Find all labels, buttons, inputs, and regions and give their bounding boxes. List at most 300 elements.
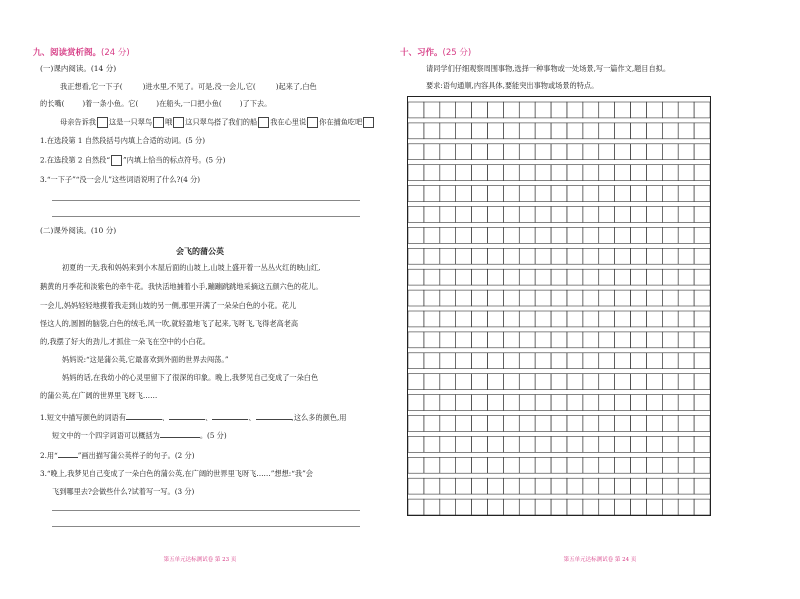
grid-cell[interactable] (615, 123, 631, 139)
grid-cell[interactable] (615, 165, 631, 181)
grid-cell[interactable] (424, 395, 440, 411)
grid-cell[interactable] (678, 123, 694, 139)
grid-cell[interactable] (583, 478, 599, 494)
grid-cell[interactable] (535, 165, 551, 181)
grid-cell[interactable] (567, 102, 583, 118)
grid-cell[interactable] (472, 165, 488, 181)
grid-cell[interactable] (535, 311, 551, 327)
grid-cell[interactable] (678, 207, 694, 223)
grid-cell[interactable] (472, 457, 488, 473)
grid-cell[interactable] (487, 436, 503, 452)
grid-cell[interactable] (440, 499, 456, 515)
grid-cell[interactable] (567, 457, 583, 473)
grid-cell[interactable] (599, 248, 615, 264)
answer-blank[interactable] (169, 419, 205, 420)
grid-cell[interactable] (615, 102, 631, 118)
grid-cell[interactable] (694, 248, 710, 264)
grid-cell[interactable] (631, 207, 647, 223)
grid-cell[interactable] (662, 144, 678, 160)
grid-cell[interactable] (646, 499, 662, 515)
grid-cell[interactable] (694, 227, 710, 243)
grid-cell[interactable] (599, 353, 615, 369)
grid-cell[interactable] (551, 269, 567, 285)
grid-cell[interactable] (472, 374, 488, 390)
grid-cell[interactable] (487, 269, 503, 285)
grid-cell[interactable] (583, 227, 599, 243)
grid-cell[interactable] (599, 499, 615, 515)
grid-cell[interactable] (535, 436, 551, 452)
grid-cell[interactable] (599, 374, 615, 390)
grid-cell[interactable] (456, 165, 472, 181)
grid-cell[interactable] (678, 478, 694, 494)
grid-cell[interactable] (662, 374, 678, 390)
grid-cell[interactable] (503, 457, 519, 473)
grid-cell[interactable] (567, 227, 583, 243)
grid-cell[interactable] (551, 311, 567, 327)
grid-cell[interactable] (487, 374, 503, 390)
grid-cell[interactable] (615, 227, 631, 243)
grid-cell[interactable] (662, 102, 678, 118)
grid-cell[interactable] (519, 457, 535, 473)
grid-cell[interactable] (662, 457, 678, 473)
grid-cell[interactable] (551, 478, 567, 494)
answer-blank[interactable] (126, 419, 162, 420)
grid-cell[interactable] (535, 123, 551, 139)
grid-cell[interactable] (599, 311, 615, 327)
grid-cell[interactable] (408, 499, 424, 515)
grid-cell[interactable] (535, 290, 551, 306)
grid-cell[interactable] (519, 374, 535, 390)
grid-cell[interactable] (440, 311, 456, 327)
grid-cell[interactable] (472, 227, 488, 243)
grid-cell[interactable] (535, 332, 551, 348)
grid-cell[interactable] (646, 123, 662, 139)
grid-cell[interactable] (424, 227, 440, 243)
grid-cell[interactable] (519, 478, 535, 494)
grid-cell[interactable] (567, 353, 583, 369)
grid-cell[interactable] (487, 353, 503, 369)
grid-cell[interactable] (440, 353, 456, 369)
grid-cell[interactable] (662, 353, 678, 369)
grid-cell[interactable] (678, 269, 694, 285)
grid-cell[interactable] (631, 248, 647, 264)
grid-cell[interactable] (503, 144, 519, 160)
grid-cell[interactable] (615, 207, 631, 223)
grid-cell[interactable] (646, 353, 662, 369)
grid-cell[interactable] (456, 144, 472, 160)
grid-cell[interactable] (583, 374, 599, 390)
grid-cell[interactable] (662, 499, 678, 515)
grid-cell[interactable] (646, 227, 662, 243)
grid-cell[interactable] (440, 248, 456, 264)
grid-cell[interactable] (535, 499, 551, 515)
grid-cell[interactable] (487, 248, 503, 264)
grid-cell[interactable] (631, 395, 647, 411)
grid-cell[interactable] (456, 332, 472, 348)
grid-cell[interactable] (551, 186, 567, 202)
grid-cell[interactable] (408, 144, 424, 160)
grid-cell[interactable] (487, 311, 503, 327)
grid-cell[interactable] (440, 478, 456, 494)
grid-cell[interactable] (599, 269, 615, 285)
grid-cell[interactable] (678, 436, 694, 452)
grid-cell[interactable] (583, 311, 599, 327)
grid-cell[interactable] (519, 436, 535, 452)
punctuation-box[interactable] (173, 117, 184, 128)
grid-cell[interactable] (631, 457, 647, 473)
grid-cell[interactable] (408, 436, 424, 452)
grid-cell[interactable] (503, 353, 519, 369)
grid-cell[interactable] (408, 123, 424, 139)
grid-cell[interactable] (519, 123, 535, 139)
grid-cell[interactable] (662, 165, 678, 181)
grid-cell[interactable] (487, 144, 503, 160)
grid-cell[interactable] (519, 499, 535, 515)
grid-cell[interactable] (424, 207, 440, 223)
grid-cell[interactable] (694, 353, 710, 369)
grid-cell[interactable] (456, 353, 472, 369)
grid-cell[interactable] (440, 227, 456, 243)
grid-cell[interactable] (440, 207, 456, 223)
grid-cell[interactable] (678, 102, 694, 118)
grid-cell[interactable] (472, 207, 488, 223)
answer-blank[interactable] (160, 437, 200, 438)
grid-cell[interactable] (694, 395, 710, 411)
grid-cell[interactable] (519, 186, 535, 202)
grid-cell[interactable] (408, 395, 424, 411)
grid-cell[interactable] (678, 290, 694, 306)
grid-cell[interactable] (646, 416, 662, 432)
grid-cell[interactable] (631, 165, 647, 181)
grid-cell[interactable] (694, 478, 710, 494)
grid-cell[interactable] (615, 416, 631, 432)
grid-cell[interactable] (535, 186, 551, 202)
punctuation-box[interactable] (363, 117, 374, 128)
grid-cell[interactable] (599, 457, 615, 473)
grid-cell[interactable] (631, 416, 647, 432)
grid-cell[interactable] (551, 353, 567, 369)
grid-cell[interactable] (487, 395, 503, 411)
grid-cell[interactable] (487, 457, 503, 473)
grid-cell[interactable] (567, 144, 583, 160)
grid-cell[interactable] (567, 311, 583, 327)
grid-cell[interactable] (456, 269, 472, 285)
grid-cell[interactable] (583, 436, 599, 452)
grid-cell[interactable] (456, 395, 472, 411)
grid-cell[interactable] (503, 332, 519, 348)
grid-cell[interactable] (408, 186, 424, 202)
grid-cell[interactable] (631, 311, 647, 327)
grid-cell[interactable] (631, 436, 647, 452)
grid-cell[interactable] (615, 311, 631, 327)
grid-cell[interactable] (694, 102, 710, 118)
grid-cell[interactable] (472, 436, 488, 452)
grid-cell[interactable] (583, 102, 599, 118)
grid-cell[interactable] (694, 269, 710, 285)
grid-cell[interactable] (567, 499, 583, 515)
grid-cell[interactable] (631, 102, 647, 118)
grid-cell[interactable] (631, 332, 647, 348)
grid-cell[interactable] (456, 248, 472, 264)
grid-cell[interactable] (567, 436, 583, 452)
punctuation-box[interactable] (307, 117, 318, 128)
grid-cell[interactable] (583, 123, 599, 139)
grid-cell[interactable] (662, 395, 678, 411)
grid-cell[interactable] (567, 395, 583, 411)
grid-cell[interactable] (408, 416, 424, 432)
grid-cell[interactable] (678, 227, 694, 243)
grid-cell[interactable] (694, 123, 710, 139)
grid-cell[interactable] (551, 395, 567, 411)
grid-cell[interactable] (456, 102, 472, 118)
grid-cell[interactable] (646, 457, 662, 473)
grid-cell[interactable] (503, 416, 519, 432)
grid-cell[interactable] (551, 436, 567, 452)
grid-cell[interactable] (487, 165, 503, 181)
grid-cell[interactable] (551, 290, 567, 306)
grid-cell[interactable] (678, 499, 694, 515)
grid-cell[interactable] (487, 227, 503, 243)
grid-cell[interactable] (487, 102, 503, 118)
grid-cell[interactable] (424, 353, 440, 369)
grid-cell[interactable] (567, 269, 583, 285)
grid-cell[interactable] (678, 457, 694, 473)
grid-cell[interactable] (535, 269, 551, 285)
grid-cell[interactable] (678, 165, 694, 181)
grid-cell[interactable] (519, 332, 535, 348)
grid-cell[interactable] (662, 227, 678, 243)
grid-cell[interactable] (424, 123, 440, 139)
grid-cell[interactable] (440, 165, 456, 181)
grid-cell[interactable] (440, 269, 456, 285)
grid-cell[interactable] (583, 186, 599, 202)
essay-grid-cells[interactable] (408, 97, 710, 515)
grid-cell[interactable] (519, 227, 535, 243)
grid-cell[interactable] (599, 416, 615, 432)
grid-cell[interactable] (599, 123, 615, 139)
grid-cell[interactable] (440, 436, 456, 452)
grid-cell[interactable] (424, 374, 440, 390)
grid-cell[interactable] (551, 227, 567, 243)
grid-cell[interactable] (615, 248, 631, 264)
essay-writing-grid[interactable] (407, 96, 711, 516)
grid-cell[interactable] (615, 332, 631, 348)
grid-cell[interactable] (678, 332, 694, 348)
grid-cell[interactable] (503, 186, 519, 202)
grid-cell[interactable] (583, 290, 599, 306)
grid-cell[interactable] (551, 165, 567, 181)
punctuation-box[interactable] (153, 117, 164, 128)
grid-cell[interactable] (583, 248, 599, 264)
grid-cell[interactable] (551, 207, 567, 223)
grid-cell[interactable] (424, 102, 440, 118)
grid-cell[interactable] (503, 436, 519, 452)
punctuation-box[interactable] (97, 117, 108, 128)
grid-cell[interactable] (615, 499, 631, 515)
grid-cell[interactable] (456, 227, 472, 243)
grid-cell[interactable] (503, 395, 519, 411)
grid-cell[interactable] (583, 457, 599, 473)
grid-cell[interactable] (535, 207, 551, 223)
grid-cell[interactable] (583, 269, 599, 285)
grid-cell[interactable] (472, 144, 488, 160)
grid-cell[interactable] (662, 290, 678, 306)
grid-cell[interactable] (694, 311, 710, 327)
grid-cell[interactable] (503, 374, 519, 390)
grid-cell[interactable] (472, 478, 488, 494)
grid-cell[interactable] (567, 165, 583, 181)
grid-cell[interactable] (503, 227, 519, 243)
grid-cell[interactable] (646, 311, 662, 327)
grid-cell[interactable] (503, 290, 519, 306)
grid-cell[interactable] (551, 374, 567, 390)
grid-cell[interactable] (551, 416, 567, 432)
grid-cell[interactable] (424, 416, 440, 432)
answer-line[interactable] (52, 216, 360, 217)
grid-cell[interactable] (631, 123, 647, 139)
grid-cell[interactable] (694, 207, 710, 223)
grid-cell[interactable] (662, 123, 678, 139)
grid-cell[interactable] (456, 186, 472, 202)
grid-cell[interactable] (487, 478, 503, 494)
grid-cell[interactable] (472, 123, 488, 139)
grid-cell[interactable] (662, 311, 678, 327)
grid-cell[interactable] (551, 499, 567, 515)
grid-cell[interactable] (487, 290, 503, 306)
grid-cell[interactable] (551, 144, 567, 160)
grid-cell[interactable] (615, 269, 631, 285)
grid-cell[interactable] (519, 290, 535, 306)
grid-cell[interactable] (487, 416, 503, 432)
grid-cell[interactable] (408, 457, 424, 473)
grid-cell[interactable] (583, 207, 599, 223)
grid-cell[interactable] (519, 144, 535, 160)
grid-cell[interactable] (456, 311, 472, 327)
grid-cell[interactable] (599, 186, 615, 202)
grid-cell[interactable] (694, 165, 710, 181)
grid-cell[interactable] (472, 332, 488, 348)
grid-cell[interactable] (551, 332, 567, 348)
grid-cell[interactable] (472, 353, 488, 369)
grid-cell[interactable] (694, 374, 710, 390)
grid-cell[interactable] (599, 227, 615, 243)
grid-cell[interactable] (424, 186, 440, 202)
grid-cell[interactable] (535, 457, 551, 473)
grid-cell[interactable] (519, 165, 535, 181)
grid-cell[interactable] (487, 207, 503, 223)
grid-cell[interactable] (519, 207, 535, 223)
grid-cell[interactable] (678, 248, 694, 264)
grid-cell[interactable] (535, 478, 551, 494)
grid-cell[interactable] (583, 332, 599, 348)
grid-cell[interactable] (678, 353, 694, 369)
grid-cell[interactable] (694, 416, 710, 432)
answer-blank[interactable] (212, 419, 248, 420)
grid-cell[interactable] (440, 416, 456, 432)
grid-cell[interactable] (694, 332, 710, 348)
grid-cell[interactable] (535, 374, 551, 390)
grid-cell[interactable] (456, 374, 472, 390)
grid-cell[interactable] (678, 311, 694, 327)
grid-cell[interactable] (615, 186, 631, 202)
grid-cell[interactable] (424, 248, 440, 264)
grid-cell[interactable] (567, 207, 583, 223)
grid-cell[interactable] (583, 499, 599, 515)
grid-cell[interactable] (472, 311, 488, 327)
grid-cell[interactable] (599, 332, 615, 348)
grid-cell[interactable] (408, 207, 424, 223)
grid-cell[interactable] (694, 436, 710, 452)
grid-cell[interactable] (599, 436, 615, 452)
grid-cell[interactable] (472, 248, 488, 264)
grid-cell[interactable] (567, 123, 583, 139)
grid-cell[interactable] (408, 374, 424, 390)
grid-cell[interactable] (503, 311, 519, 327)
grid-cell[interactable] (599, 207, 615, 223)
grid-cell[interactable] (424, 165, 440, 181)
grid-cell[interactable] (694, 499, 710, 515)
grid-cell[interactable] (519, 353, 535, 369)
grid-cell[interactable] (583, 144, 599, 160)
grid-cell[interactable] (583, 395, 599, 411)
grid-cell[interactable] (408, 290, 424, 306)
grid-cell[interactable] (567, 416, 583, 432)
grid-cell[interactable] (503, 123, 519, 139)
grid-cell[interactable] (662, 207, 678, 223)
grid-cell[interactable] (456, 207, 472, 223)
grid-cell[interactable] (440, 144, 456, 160)
grid-cell[interactable] (631, 353, 647, 369)
grid-cell[interactable] (551, 248, 567, 264)
grid-cell[interactable] (662, 186, 678, 202)
grid-cell[interactable] (424, 311, 440, 327)
grid-cell[interactable] (599, 290, 615, 306)
grid-cell[interactable] (646, 290, 662, 306)
grid-cell[interactable] (408, 165, 424, 181)
grid-cell[interactable] (424, 144, 440, 160)
grid-cell[interactable] (408, 311, 424, 327)
grid-cell[interactable] (472, 186, 488, 202)
grid-cell[interactable] (440, 123, 456, 139)
grid-cell[interactable] (440, 457, 456, 473)
grid-cell[interactable] (503, 478, 519, 494)
grid-cell[interactable] (662, 416, 678, 432)
grid-cell[interactable] (424, 499, 440, 515)
grid-cell[interactable] (551, 457, 567, 473)
grid-cell[interactable] (456, 416, 472, 432)
grid-cell[interactable] (519, 269, 535, 285)
grid-cell[interactable] (631, 499, 647, 515)
grid-cell[interactable] (646, 186, 662, 202)
grid-cell[interactable] (519, 102, 535, 118)
grid-cell[interactable] (646, 332, 662, 348)
grid-cell[interactable] (472, 102, 488, 118)
grid-cell[interactable] (599, 144, 615, 160)
grid-cell[interactable] (631, 269, 647, 285)
grid-cell[interactable] (646, 207, 662, 223)
grid-cell[interactable] (535, 102, 551, 118)
grid-cell[interactable] (646, 395, 662, 411)
grid-cell[interactable] (408, 248, 424, 264)
grid-cell[interactable] (440, 395, 456, 411)
grid-cell[interactable] (503, 207, 519, 223)
grid-cell[interactable] (519, 416, 535, 432)
grid-cell[interactable] (583, 353, 599, 369)
grid-cell[interactable] (615, 290, 631, 306)
punctuation-box[interactable] (258, 117, 269, 128)
grid-cell[interactable] (678, 416, 694, 432)
grid-cell[interactable] (646, 248, 662, 264)
